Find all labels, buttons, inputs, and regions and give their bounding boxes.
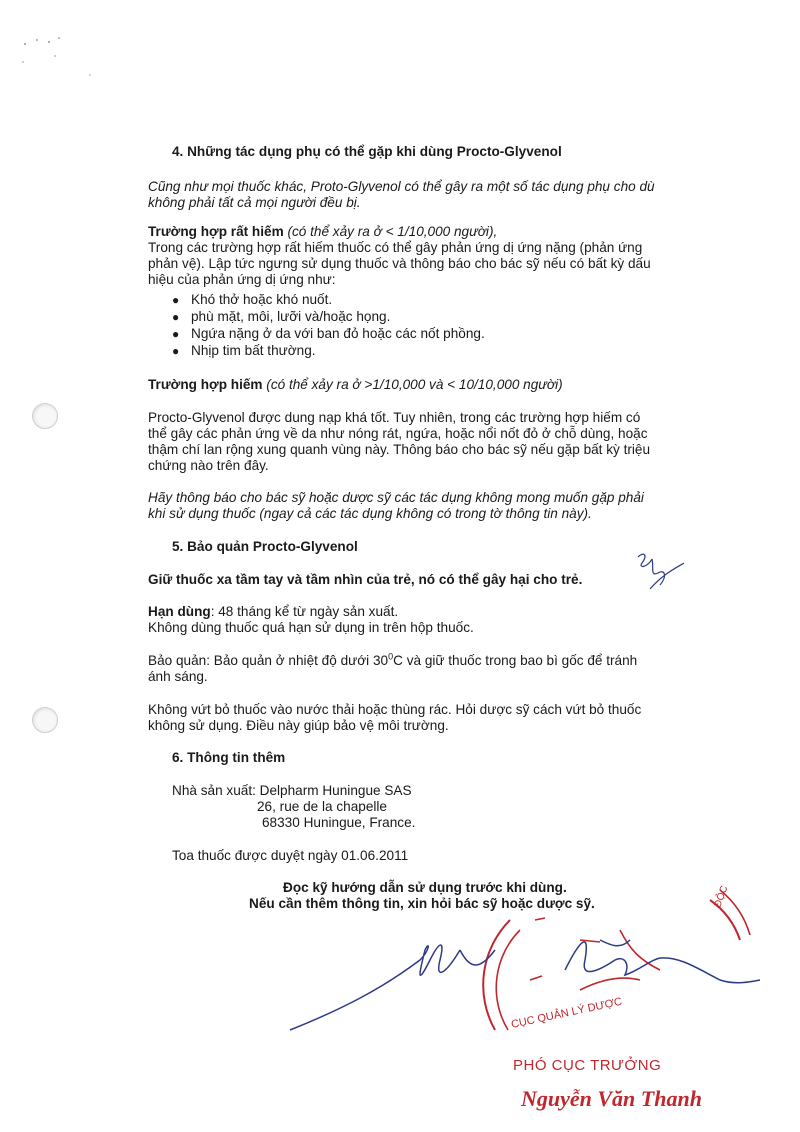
storage-line-1 bbox=[148, 653, 637, 669]
expiry-text: : 48 tháng kể từ ngày sản xuất. bbox=[210, 604, 399, 619]
intro-line-2: không phải tất cả mọi người đều bị. bbox=[148, 195, 361, 210]
bullet-item: phù mặt, môi, lưỡi và/hoặc họng. bbox=[191, 309, 391, 324]
very-rare-line-1: Trong các trường hợp rất hiếm thuốc có thể gây phản ứng dị ứng nặng (phản ứng bbox=[148, 240, 643, 255]
bullet-item: Nhịp tim bất thường. bbox=[191, 343, 316, 358]
punch-hole-bottom bbox=[32, 707, 58, 733]
notice-line-2: khi sử dụng thuốc (ngay cả các tác dụng không có trong tờ thông tin này). bbox=[148, 506, 592, 521]
signatory-name: Nguyễn Văn Thanh bbox=[521, 1086, 702, 1111]
initials-signature-icon bbox=[630, 545, 690, 595]
expiry-label: Hạn dùng bbox=[148, 604, 211, 619]
expiry-line bbox=[148, 604, 398, 620]
very-rare-title: Trường hợp rất hiếm bbox=[148, 224, 284, 239]
keep-away-warning: Giữ thuốc xa tầm tay và tầm nhìn của trẻ, nó có thể gây hại cho trẻ. bbox=[148, 572, 583, 587]
very-rare-heading bbox=[148, 224, 497, 240]
storage-text-pre: Bảo quản: Bảo quản ở nhiệt độ dưới 30 bbox=[148, 653, 389, 668]
disposal-line-2: không sử dụng. Điều này giúp bảo vệ môi trường. bbox=[148, 718, 449, 733]
expiry-note: Không dùng thuốc quá hạn sử dụng in trên hộp thuốc. bbox=[148, 620, 474, 635]
seal-text: CỤC QUẢN LÝ DƯỢC bbox=[510, 995, 624, 1031]
scan-speckles bbox=[15, 30, 95, 80]
storage-text-post: C và giữ thuốc trong bao bì gốc để tránh bbox=[393, 653, 638, 668]
bullet-icon: ● bbox=[172, 327, 180, 341]
disposal-line-1: Không vứt bỏ thuốc vào nước thải hoặc thùng rác. Hỏi dược sỹ cách vứt bỏ thuốc bbox=[148, 702, 642, 717]
section-5-heading: 5. Bảo quản Procto-Glyvenol bbox=[172, 539, 358, 554]
section-6-heading: 6. Thông tin thêm bbox=[172, 750, 286, 765]
very-rare-note: (có thể xảy ra ở < 1/10,000 người), bbox=[287, 224, 498, 239]
storage-degree: 0 bbox=[388, 651, 394, 662]
intro-line-1: Cũng như mọi thuốc khác, Proto-Glyvenol có thể gây ra một số tác dụng phụ cho dù bbox=[148, 179, 655, 194]
punch-hole-top bbox=[32, 403, 58, 429]
approval-date: Toa thuốc được duyệt ngày 01.06.2011 bbox=[172, 848, 409, 863]
rare-line-4: chứng nào trên đây. bbox=[148, 458, 269, 473]
notice-line-1: Hãy thông báo cho bác sỹ hoặc dược sỹ các tác dụng không mong muốn gặp phải bbox=[148, 490, 644, 505]
very-rare-line-2: phản vệ). Lập tức ngưng sử dụng thuốc và thông báo cho bác sỹ nếu có bất kỳ dấu bbox=[148, 256, 651, 271]
bullet-item: Ngứa nặng ở da với ban đỏ hoặc các nốt phồng. bbox=[191, 326, 485, 341]
closing-line-2: Nếu cần thêm thông tin, xin hỏi bác sỹ hoặc dược sỹ. bbox=[249, 896, 595, 911]
section-4-heading: 4. Những tác dụng phụ có thể gặp khi dùng Procto-Glyvenol bbox=[172, 144, 562, 159]
rare-heading bbox=[148, 377, 563, 393]
deputy-director-title: PHÓ CỤC TRƯỞNG bbox=[513, 1057, 662, 1074]
bullet-icon: ● bbox=[172, 310, 180, 324]
manufacturer-city: 68330 Huningue, France. bbox=[262, 815, 416, 830]
bullet-item: Khó thở hoặc khó nuốt. bbox=[191, 292, 333, 307]
closing-line-1: Đọc kỹ hướng dẫn sử dụng trước khi dùng. bbox=[283, 880, 567, 895]
bullet-icon: ● bbox=[172, 344, 180, 358]
manufacturer-street: 26, rue de la chapelle bbox=[257, 799, 387, 814]
storage-line-2: ánh sáng. bbox=[148, 669, 208, 684]
seal-edge-marks: ĐỘC bbox=[712, 884, 731, 910]
bullet-icon: ● bbox=[172, 293, 180, 307]
rare-line-1: Procto-Glyvenol được dung nạp khá tốt. Tuy nhiên, trong các trường hợp hiếm có bbox=[148, 410, 641, 425]
rare-line-2: thể gây các phản ứng về da như nóng rát, ngứa, hoặc nổi nốt đỏ ở chỗ dùng, hoặc bbox=[148, 426, 648, 441]
rare-title: Trường hợp hiếm bbox=[148, 377, 263, 392]
official-seal bbox=[280, 880, 780, 1070]
rare-note: (có thể xảy ra ở >1/10,000 và < 10/10,000 người) bbox=[266, 377, 563, 392]
very-rare-line-3: hiệu của phản ứng dị ứng như: bbox=[148, 272, 336, 287]
manufacturer-name: Nhà sản xuất: Delpharm Huningue SAS bbox=[172, 783, 412, 798]
rare-line-3: thậm chí lan rộng xung quanh vùng này. Thông báo cho bác sỹ nếu gặp bất kỳ triệu bbox=[148, 442, 651, 457]
